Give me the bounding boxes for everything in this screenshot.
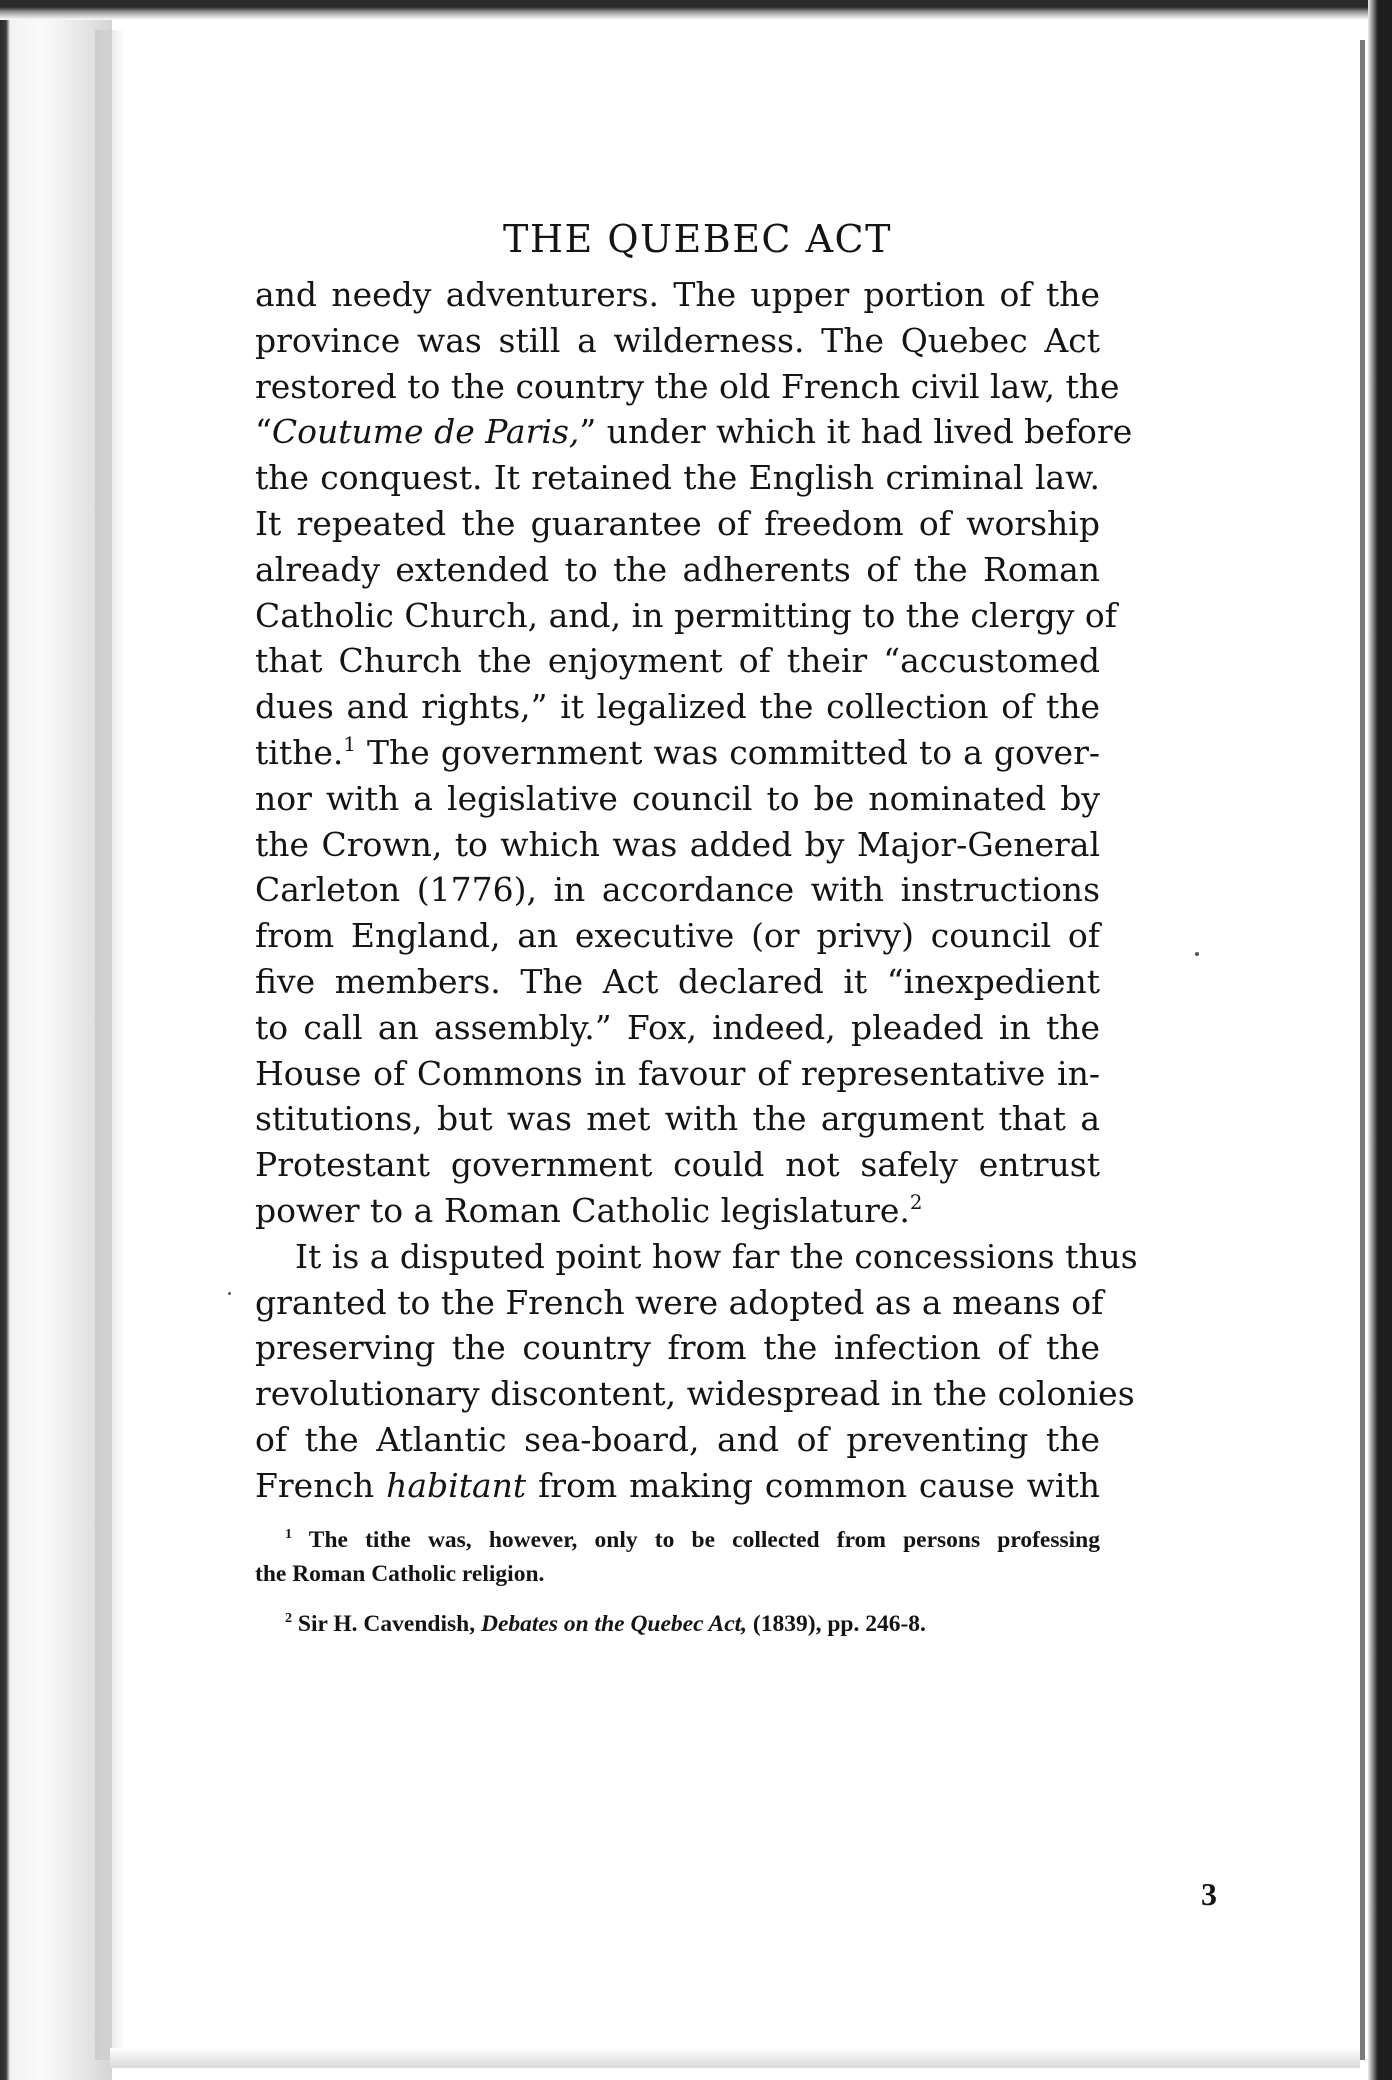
text-line: from England, an executive (or privy) council of	[255, 916, 1100, 956]
text-line: restored to the country the old French civil law, the	[255, 366, 1120, 406]
footnotes	[255, 1523, 1100, 1641]
text-line: Protestant government could not safely entrust	[255, 1145, 1100, 1185]
text-line: five members. The Act declared it “inexpedient	[255, 961, 1100, 1001]
text-line	[255, 1463, 1100, 1509]
footnote-2-text: (1839), pp. 246-8.	[747, 1610, 926, 1637]
text-line	[255, 409, 1133, 455]
text-line: the Crown, to which was added by Major-General	[255, 824, 1100, 864]
footnote-2-mark: 2	[285, 1609, 293, 1626]
footnote-2-text: Sir H. Cavendish,	[292, 1610, 481, 1637]
text-run: French	[255, 1465, 387, 1505]
scan-speck	[228, 1292, 231, 1295]
open-quote: “	[255, 412, 272, 452]
scan-speck	[1195, 952, 1199, 956]
text-line: granted to the French were adopted as a means of	[255, 1282, 1104, 1322]
paragraph-2	[255, 1234, 1138, 1509]
scan-right-border	[1368, 0, 1392, 2080]
text-line: of the Atlantic sea-board, and of preventing the	[255, 1419, 1100, 1459]
text-line: preserving the country from the infection of the	[255, 1328, 1100, 1368]
footnote-1-line: the Roman Catholic religion.	[255, 1560, 545, 1587]
page-bottom-shadow	[110, 2048, 1360, 2068]
footnote-2-title: Debates on the Quebec Act,	[480, 1610, 748, 1637]
running-head: THE QUEBEC ACT	[503, 217, 892, 261]
text-line: revolutionary discontent, widespread in the colonies	[255, 1374, 1135, 1414]
text-line	[255, 730, 1100, 776]
italic-word: habitant	[386, 1465, 527, 1505]
text-line: It repeated the guarantee of freedom of worship	[255, 503, 1100, 543]
footnote-1-mark: 1	[285, 1525, 293, 1542]
footnote-1-line	[255, 1523, 1100, 1557]
text-line: already extended to the adherents of the Roman	[255, 549, 1100, 589]
text-line: nor with a legislative council to be nominated by	[255, 778, 1100, 818]
footnote-ref-2: 2	[909, 1191, 923, 1215]
text-line: It is a disputed point how far the concessions thus	[295, 1236, 1138, 1276]
text-line: House of Commons in favour of representative in-	[255, 1053, 1100, 1093]
text-line: dues and rights,” it legalized the collection of the	[255, 687, 1100, 727]
page-gutter-shadow	[95, 30, 125, 2060]
text-run: power to a Roman Catholic legislature.	[255, 1190, 910, 1230]
text-run: The government was committed to a gover-	[355, 732, 1100, 772]
text-line: and needy adventurers. The upper portion of the	[255, 275, 1100, 314]
text-run: tithe.	[255, 732, 344, 772]
italic-title: Coutume de Paris,	[271, 412, 580, 452]
page-right-rule	[1360, 40, 1365, 2060]
text-run: from making common cause with	[526, 1465, 1100, 1505]
footnote-2-line	[255, 1607, 1100, 1641]
text-line: Catholic Church, and, in permitting to the clergy of	[255, 595, 1118, 635]
text-line	[255, 1188, 1100, 1234]
text-line: province was still a wilderness. The Quebec Act	[255, 320, 1100, 360]
footnote-ref-1: 1	[343, 733, 356, 757]
page-number: 3	[1201, 1876, 1217, 1912]
text-line: Carleton (1776), in accordance with instructions	[255, 870, 1100, 910]
text-line: to call an assembly.” Fox, indeed, pleaded in the	[255, 1007, 1100, 1047]
text-run: ” under which it had lived before	[579, 412, 1133, 452]
text-line: the conquest. It retained the English criminal law.	[255, 458, 1100, 498]
paragraph-1	[255, 272, 1133, 1234]
book-page	[255, 212, 1217, 1912]
text-line: stitutions, but was met with the argument that a	[255, 1099, 1100, 1139]
footnote-1-text: The tithe was, however, only to be collected from persons professing	[292, 1526, 1100, 1553]
scan-top-border	[0, 0, 1392, 20]
text-line: that Church the enjoyment of their “accustomed	[255, 641, 1100, 681]
